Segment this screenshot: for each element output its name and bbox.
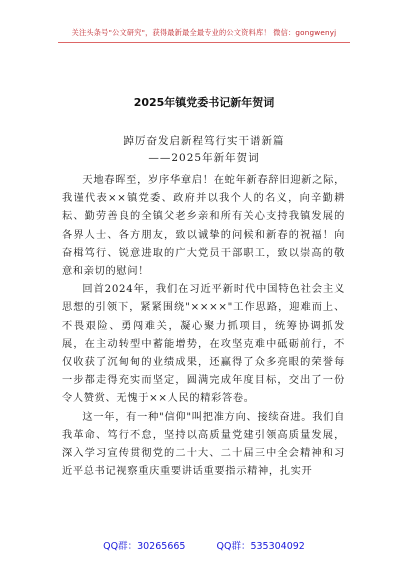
document-body <box>62 172 345 481</box>
document-subheading: ——2025年新年贺词 <box>148 152 260 164</box>
document-title: 2025年镇党委书记新年贺词 <box>133 96 275 109</box>
footer-qq-group-1: QQ群：30265665 <box>103 541 186 552</box>
footer <box>0 538 408 552</box>
paragraph: 回首2024年，我们在习近平新时代中国特色社会主义思想的引领下，紧紧围绕"××××"工作思路，迎难而上、不畏艰险、勇闯难关，凝心聚力抓项目，统筹协调抓发展，在主动转型中蓄能增势，在攻坚克难中砥砺前行，不仅收获了沉甸甸的业绩成果，还赢得了众多亮眼的荣誉每一步都走得充实而坚定，圆满完成年度目标，交出了一份令人赞赏、无愧于××人民的精彩答卷。 <box>62 284 345 405</box>
footer-qq-group-2: QQ群：535304092 <box>216 541 305 552</box>
document-heading: 踔厉奋发启新程笃行实干谱新篇 <box>123 135 285 147</box>
paragraph: 天地春晖至，岁序华章启！在蛇年新春辞旧迎新之际，我谨代表××镇党委、政府并以我个人的名义，向辛勤耕耘、勤劳善良的全镇父老乡亲和所有关心支持我镇发展的各界人士、各方朋友，致以诚挚的问候和新春的祝福！向奋楫笃行、锐意进取的广大党员干部职工，致以崇高的敬意和亲切的慰问！ <box>62 175 345 278</box>
header-divider <box>58 42 350 43</box>
paragraph: 这一年，有一种"信仰"叫把准方向、接续奋进。我们自我革命、笃行不怠，坚持以高质量党建引领高质量发展，深入学习宣传贯彻党的二十大、二十届三中全会精神和习近平总书记视察重庆重要讲话重要指示精神，扎实开 <box>62 411 345 478</box>
header-banner: 关注头条号"公文研究"，获得最新最全最专业的公文资料库！ 微信：gongwenyj <box>71 28 337 37</box>
